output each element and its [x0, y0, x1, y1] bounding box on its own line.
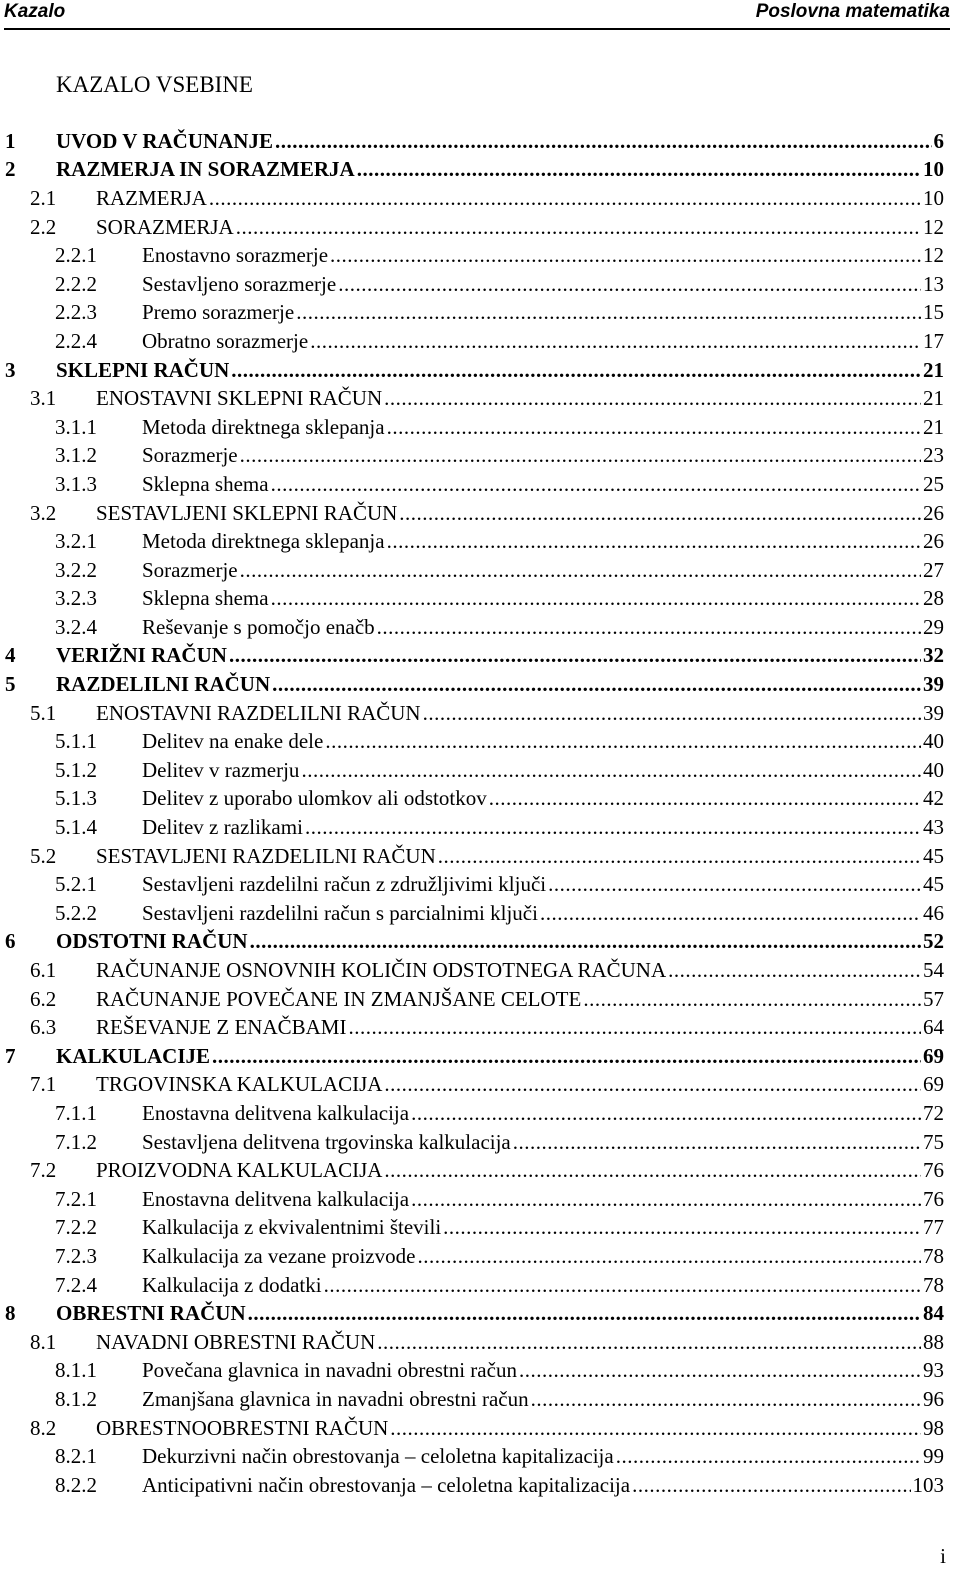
toc-entry-body [142, 1385, 944, 1414]
toc-entry-label: Metoda direktnega sklepanja [142, 414, 385, 439]
toc-entry-label: Kalkulacija z ekvivalentnimi števili [142, 1215, 442, 1240]
dot-leader [338, 272, 921, 297]
toc-entry-label: ODSTOTNI RAČUN [56, 929, 248, 954]
dot-leader [240, 558, 921, 583]
toc-entry-body [142, 527, 944, 556]
dot-leader [531, 1387, 921, 1412]
dot-leader [212, 1044, 921, 1069]
toc-entry-label: SORAZMERJA [96, 214, 234, 239]
toc-entry-number: 6.1 [30, 958, 57, 983]
toc-entry-number: 2.2 [30, 214, 57, 239]
toc-entry-body [56, 642, 944, 671]
toc-entry-body [142, 1442, 944, 1471]
toc-entry-label: OBRESTNI RAČUN [56, 1301, 246, 1326]
toc-entry-page: 43 [923, 815, 944, 840]
toc-entry-label: OBRESTNOOBRESTNI RAČUN [96, 1415, 389, 1440]
toc-entry[interactable] [0, 727, 944, 756]
toc-entry-number: 5.1.3 [55, 786, 97, 811]
toc-entry-number: 8.2.2 [55, 1472, 97, 1497]
toc-entry[interactable] [0, 156, 944, 185]
dot-leader [275, 129, 932, 154]
toc-entry-body [142, 1214, 944, 1243]
toc-entry-number: 2.2.1 [55, 243, 97, 268]
toc-entry-body [96, 1414, 944, 1443]
toc-entry-label: Sorazmerje [142, 443, 238, 468]
toc-entry-body [142, 299, 944, 328]
toc-entry[interactable] [0, 899, 944, 928]
toc-entry-page: 42 [923, 786, 944, 811]
toc-entry-body [96, 384, 944, 413]
toc-entry[interactable] [0, 1442, 944, 1471]
toc-entry-number: 3.2.3 [55, 586, 97, 611]
toc-entry[interactable] [0, 1328, 944, 1357]
toc-entry-number: 4 [5, 643, 16, 668]
toc-entry-number: 7.2 [30, 1158, 57, 1183]
dot-leader [209, 186, 921, 211]
toc-entry-number: 8.2.1 [55, 1444, 97, 1469]
toc-entry-page: 57 [923, 986, 944, 1011]
toc-entry[interactable] [0, 670, 944, 699]
toc-entry-label: Zmanjšana glavnica in navadni obrestni račun [142, 1386, 529, 1411]
toc-entry[interactable] [0, 442, 944, 471]
toc-entry[interactable] [0, 527, 944, 556]
toc-entry-body [142, 1271, 944, 1300]
toc-entry-page: 10 [923, 157, 944, 182]
toc-entry-number: 1 [5, 128, 16, 153]
toc-entry-page: 27 [923, 557, 944, 582]
toc-entry-page: 96 [923, 1386, 944, 1411]
toc-entry[interactable] [0, 1385, 944, 1414]
dot-leader [377, 1330, 921, 1355]
dot-leader [301, 758, 921, 783]
toc-entry-number: 5.1.2 [55, 757, 97, 782]
toc-entry-page: 72 [923, 1100, 944, 1125]
toc-entry-body [56, 670, 944, 699]
toc-entry-label: Sklepna shema [142, 586, 269, 611]
toc-entry-page: 75 [923, 1129, 944, 1154]
toc-entry-label: Delitev na enake dele [142, 729, 324, 754]
toc-entry-number: 5.1 [30, 700, 57, 725]
toc-entry[interactable] [0, 956, 944, 985]
toc-entry-body [142, 785, 944, 814]
toc-entry-body [96, 1071, 944, 1100]
toc-entry-page: 52 [923, 929, 944, 954]
toc-entry-page: 10 [923, 185, 944, 210]
toc-entry-label: Enostavna delitvena kalkulacija [142, 1186, 410, 1211]
toc-entry-number: 3.1.2 [55, 443, 97, 468]
toc-entry-number: 8.1.1 [55, 1358, 97, 1383]
toc-entry-body [142, 585, 944, 614]
toc-entry-label: ENOSTAVNI RAZDELILNI RAČUN [96, 700, 421, 725]
toc-entry[interactable] [0, 585, 944, 614]
toc-entry-body [142, 241, 944, 270]
toc-entry-label: NAVADNI OBRESTNI RAČUN [96, 1329, 376, 1354]
toc-entry-body [96, 985, 944, 1014]
toc-entry-number: 7.2.2 [55, 1215, 97, 1240]
toc-entry[interactable] [0, 384, 944, 413]
toc-entry-number: 7 [5, 1043, 16, 1068]
dot-leader [384, 386, 921, 411]
toc-entry-page: 28 [923, 586, 944, 611]
toc-entry-body [142, 270, 944, 299]
dot-leader [423, 701, 921, 726]
dot-leader [310, 329, 921, 354]
toc-entry-page: 21 [923, 357, 944, 382]
toc-entry-page: 69 [923, 1072, 944, 1097]
toc-entry-label: Delitev v razmerju [142, 757, 300, 782]
toc-entry-label: Delitev z razlikami [142, 815, 303, 840]
toc-entry[interactable] [0, 1071, 944, 1100]
page-number: i [940, 1544, 946, 1568]
dot-leader [417, 1244, 921, 1269]
dot-leader [348, 1015, 921, 1040]
dot-leader [271, 472, 921, 497]
toc-entry-label: Kalkulacija za vezane proizvode [142, 1243, 416, 1268]
toc-entry[interactable] [0, 613, 944, 642]
toc-entry[interactable] [0, 642, 944, 671]
toc-entry-page: 93 [923, 1358, 944, 1383]
dot-leader [236, 215, 921, 240]
toc-entry[interactable] [0, 356, 944, 385]
toc-entry[interactable] [0, 1242, 944, 1271]
dot-leader [324, 1273, 921, 1298]
toc-entry-label: Metoda direktnega sklepanja [142, 529, 385, 554]
dot-leader [519, 1358, 921, 1383]
toc-entry-label: SESTAVLJENI RAZDELILNI RAČUN [96, 843, 436, 868]
toc-entry-number: 5 [5, 672, 16, 697]
toc-entry-page: 54 [923, 958, 944, 983]
toc-entry-body [96, 184, 944, 213]
toc-entry-body [96, 213, 944, 242]
toc-entry-label: Enostavno sorazmerje [142, 243, 329, 268]
dot-leader [387, 415, 921, 440]
toc-entry-page: 98 [923, 1415, 944, 1440]
table-of-contents [0, 127, 944, 1500]
toc-entry[interactable] [0, 842, 944, 871]
toc-entry-number: 3.2.1 [55, 529, 97, 554]
toc-entry[interactable] [0, 1042, 944, 1071]
toc-entry-number: 2.2.2 [55, 271, 97, 296]
toc-entry-label: Premo sorazmerje [142, 300, 295, 325]
toc-entry-body [96, 699, 944, 728]
dot-leader [489, 786, 921, 811]
toc-entry-body [142, 870, 944, 899]
toc-entry[interactable] [0, 1214, 944, 1243]
dot-leader [271, 586, 921, 611]
dot-leader [387, 529, 921, 554]
toc-entry-body [142, 613, 944, 642]
toc-entry-number: 8.1.2 [55, 1386, 97, 1411]
toc-title: KAZALO VSEBINE [56, 72, 253, 97]
toc-entry[interactable] [0, 870, 944, 899]
toc-entry-page: 40 [923, 729, 944, 754]
toc-entry-number: 3.1.1 [55, 414, 97, 439]
dot-leader [438, 844, 921, 869]
toc-entry-body [142, 1099, 944, 1128]
toc-entry-page: 6 [933, 128, 944, 153]
toc-entry-label: UVOD V RAČUNANJE [56, 128, 273, 153]
toc-entry-number: 8.2 [30, 1415, 57, 1440]
toc-entry[interactable] [0, 556, 944, 585]
toc-entry-body [96, 499, 944, 528]
toc-entry-label: Sestavljeni razdelilni račun z združljivimi ključi [142, 872, 547, 897]
toc-entry-number: 7.1 [30, 1072, 57, 1097]
dot-leader [513, 1130, 921, 1155]
toc-entry-page: 103 [912, 1472, 944, 1497]
toc-entry-body [142, 327, 944, 356]
toc-entry[interactable] [0, 1128, 944, 1157]
toc-entry[interactable] [0, 813, 944, 842]
dot-leader [325, 729, 921, 754]
dot-leader [616, 1444, 921, 1469]
toc-entry-body [142, 727, 944, 756]
toc-entry-page: 39 [923, 700, 944, 725]
toc-entry-label: Enostavna delitvena kalkulacija [142, 1100, 410, 1125]
dot-leader [411, 1101, 921, 1126]
toc-entry-label: Delitev z uporabo ulomkov ali odstotkov [142, 786, 487, 811]
toc-entry[interactable] [0, 213, 944, 242]
toc-entry[interactable] [0, 270, 944, 299]
dot-leader [399, 501, 921, 526]
toc-entry-body [96, 956, 944, 985]
toc-entry-body [142, 813, 944, 842]
toc-entry-label: SESTAVLJENI SKLEPNI RAČUN [96, 500, 398, 525]
toc-entry[interactable] [0, 327, 944, 356]
toc-entry-body [56, 1299, 944, 1328]
dot-leader [272, 672, 921, 697]
toc-entry-label: PROIZVODNA KALKULACIJA [96, 1158, 383, 1183]
toc-entry-label: Obratno sorazmerje [142, 328, 309, 353]
toc-entry-body [142, 899, 944, 928]
toc-entry-label: RAČUNANJE OSNOVNIH KOLIČIN ODSTOTNEGA RAČUNA [96, 958, 667, 983]
toc-entry-page: 46 [923, 900, 944, 925]
dot-leader [330, 243, 921, 268]
toc-entry-body [142, 413, 944, 442]
toc-entry[interactable] [0, 1013, 944, 1042]
toc-entry-label: Sorazmerje [142, 557, 238, 582]
toc-entry-page: 23 [923, 443, 944, 468]
toc-entry-body [56, 356, 944, 385]
toc-entry-page: 17 [923, 328, 944, 353]
running-header [4, 0, 950, 24]
dot-leader [229, 643, 921, 668]
toc-entry-label: KALKULACIJE [56, 1043, 211, 1068]
toc-entry[interactable] [0, 1471, 944, 1500]
dot-leader [305, 815, 921, 840]
toc-entry-page: 29 [923, 614, 944, 639]
dot-leader [231, 358, 921, 383]
toc-entry-number: 7.2.4 [55, 1272, 97, 1297]
toc-entry-number: 5.2 [30, 843, 57, 868]
toc-entry[interactable] [0, 985, 944, 1014]
toc-entry[interactable] [0, 499, 944, 528]
toc-entry-page: 32 [923, 643, 944, 668]
toc-entry-page: 25 [923, 471, 944, 496]
toc-entry-label: RAZDELILNI RAČUN [56, 672, 271, 697]
toc-entry-number: 3.1 [30, 386, 57, 411]
header-section-title: Kazalo [4, 1, 66, 22]
toc-entry-number: 8 [5, 1301, 16, 1326]
toc-entry-body [142, 756, 944, 785]
toc-entry-label: RAZMERJA IN SORAZMERJA [56, 157, 355, 182]
toc-entry-label: REŠEVANJE Z ENAČBAMI [96, 1015, 347, 1040]
toc-entry-body [96, 1328, 944, 1357]
toc-entry-number: 5.2.1 [55, 872, 97, 897]
toc-entry-number: 5.2.2 [55, 900, 97, 925]
toc-entry-number: 3 [5, 357, 16, 382]
toc-entry-page: 26 [923, 529, 944, 554]
toc-entry[interactable] [0, 184, 944, 213]
toc-entry-label: VERIŽNI RAČUN [56, 643, 227, 668]
toc-entry-label: Sklepna shema [142, 471, 269, 496]
toc-entry-body [142, 1128, 944, 1157]
toc-entry[interactable] [0, 1357, 944, 1386]
toc-entry-label: Sestavljena delitvena trgovinska kalkulacija [142, 1129, 511, 1154]
toc-entry-number: 7.2.3 [55, 1243, 97, 1268]
dot-leader [548, 872, 921, 897]
toc-entry-body [142, 1471, 944, 1500]
toc-entry-number: 5.1.4 [55, 815, 97, 840]
toc-entry-page: 45 [923, 843, 944, 868]
toc-entry[interactable] [0, 470, 944, 499]
toc-entry-label: SKLEPNI RAČUN [56, 357, 230, 382]
dot-leader [632, 1473, 910, 1498]
toc-entry-page: 76 [923, 1186, 944, 1211]
dot-leader [384, 1072, 921, 1097]
toc-entry-body [56, 127, 944, 156]
toc-entry-body [56, 928, 944, 957]
dot-leader [668, 958, 921, 983]
toc-entry[interactable] [0, 785, 944, 814]
toc-entry[interactable] [0, 1414, 944, 1443]
toc-entry-page: 39 [923, 672, 944, 697]
toc-entry-label: Kalkulacija z dodatki [142, 1272, 322, 1297]
toc-entry-page: 45 [923, 872, 944, 897]
toc-entry-page: 15 [923, 300, 944, 325]
dot-leader [250, 929, 921, 954]
toc-entry-number: 2 [5, 157, 16, 182]
toc-entry-label: TRGOVINSKA KALKULACIJA [96, 1072, 383, 1097]
toc-entry-body [142, 556, 944, 585]
toc-entry-body [96, 1013, 944, 1042]
toc-entry-label: Anticipativni način obrestovanja – celoletna kapitalizacija [142, 1472, 631, 1497]
toc-entry-number: 2.1 [30, 185, 57, 210]
toc-entry-page: 21 [923, 386, 944, 411]
toc-entry-page: 64 [923, 1015, 944, 1040]
toc-entry[interactable] [0, 241, 944, 270]
toc-entry-page: 84 [923, 1301, 944, 1326]
toc-entry-body [56, 1042, 944, 1071]
toc-entry-number: 6.2 [30, 986, 57, 1011]
toc-entry-body [142, 1357, 944, 1386]
toc-entry-label: Dekurzivni način obrestovanja – celoletna kapitalizacija [142, 1444, 614, 1469]
dot-leader [384, 1158, 921, 1183]
toc-entry-label: RAZMERJA [96, 185, 207, 210]
toc-entry-body [96, 1156, 944, 1185]
toc-entry-number: 6.3 [30, 1015, 57, 1040]
toc-entry-page: 78 [923, 1243, 944, 1268]
toc-entry-number: 7.1.1 [55, 1100, 97, 1125]
toc-entry[interactable] [0, 756, 944, 785]
toc-entry-page: 21 [923, 414, 944, 439]
toc-entry[interactable] [0, 1271, 944, 1300]
dot-leader [240, 443, 921, 468]
dot-leader [411, 1187, 921, 1212]
toc-entry[interactable] [0, 1299, 944, 1328]
toc-entry-number: 2.2.3 [55, 300, 97, 325]
dot-leader [583, 987, 921, 1012]
toc-entry-page: 76 [923, 1158, 944, 1183]
toc-entry-number: 7.2.1 [55, 1186, 97, 1211]
toc-entry-page: 13 [923, 271, 944, 296]
toc-entry-number: 3.2.4 [55, 614, 97, 639]
toc-entry-page: 88 [923, 1329, 944, 1354]
toc-entry-number: 6 [5, 929, 16, 954]
toc-entry-label: ENOSTAVNI SKLEPNI RAČUN [96, 386, 383, 411]
toc-entry[interactable] [0, 928, 944, 957]
toc-entry-body [96, 842, 944, 871]
toc-entry-page: 77 [923, 1215, 944, 1240]
toc-entry-page: 12 [923, 243, 944, 268]
toc-entry-page: 40 [923, 757, 944, 782]
toc-entry[interactable] [0, 1185, 944, 1214]
toc-entry-body [142, 442, 944, 471]
toc-entry-label: Sestavljeno sorazmerje [142, 271, 337, 296]
toc-entry[interactable] [0, 413, 944, 442]
toc-entry-page: 99 [923, 1444, 944, 1469]
toc-entry-number: 5.1.1 [55, 729, 97, 754]
toc-entry-number: 8.1 [30, 1329, 57, 1354]
toc-entry-body [142, 1242, 944, 1271]
toc-entry-label: Reševanje s pomočjo enačb [142, 614, 375, 639]
dot-leader [377, 615, 921, 640]
toc-entry-body [56, 156, 944, 185]
toc-entry-label: Povečana glavnica in navadni obrestni račun [142, 1358, 517, 1383]
toc-entry[interactable] [0, 127, 944, 156]
dot-leader [296, 300, 921, 325]
toc-entry-page: 69 [923, 1043, 944, 1068]
toc-entry-number: 3.1.3 [55, 471, 97, 496]
toc-entry-number: 3.2 [30, 500, 57, 525]
toc-entry-page: 26 [923, 500, 944, 525]
toc-entry-label: Sestavljeni razdelilni račun s parcialnimi ključi [142, 900, 538, 925]
toc-entry[interactable] [0, 1099, 944, 1128]
toc-entry-page: 78 [923, 1272, 944, 1297]
toc-entry[interactable] [0, 699, 944, 728]
toc-entry-body [142, 1185, 944, 1214]
dot-leader [390, 1416, 921, 1441]
header-rule [4, 28, 950, 30]
toc-entry-number: 7.1.2 [55, 1129, 97, 1154]
toc-entry[interactable] [0, 1156, 944, 1185]
header-book-title: Poslovna matematika [755, 1, 950, 22]
toc-entry-number: 2.2.4 [55, 328, 97, 353]
toc-entry-page: 12 [923, 214, 944, 239]
dot-leader [443, 1215, 921, 1240]
dot-leader [248, 1301, 921, 1326]
toc-entry-label: RAČUNANJE POVEČANE IN ZMANJŠANE CELOTE [96, 986, 582, 1011]
toc-entry[interactable] [0, 299, 944, 328]
toc-entry-body [142, 470, 944, 499]
toc-entry-number: 3.2.2 [55, 557, 97, 582]
dot-leader [357, 157, 921, 182]
dot-leader [540, 901, 921, 926]
